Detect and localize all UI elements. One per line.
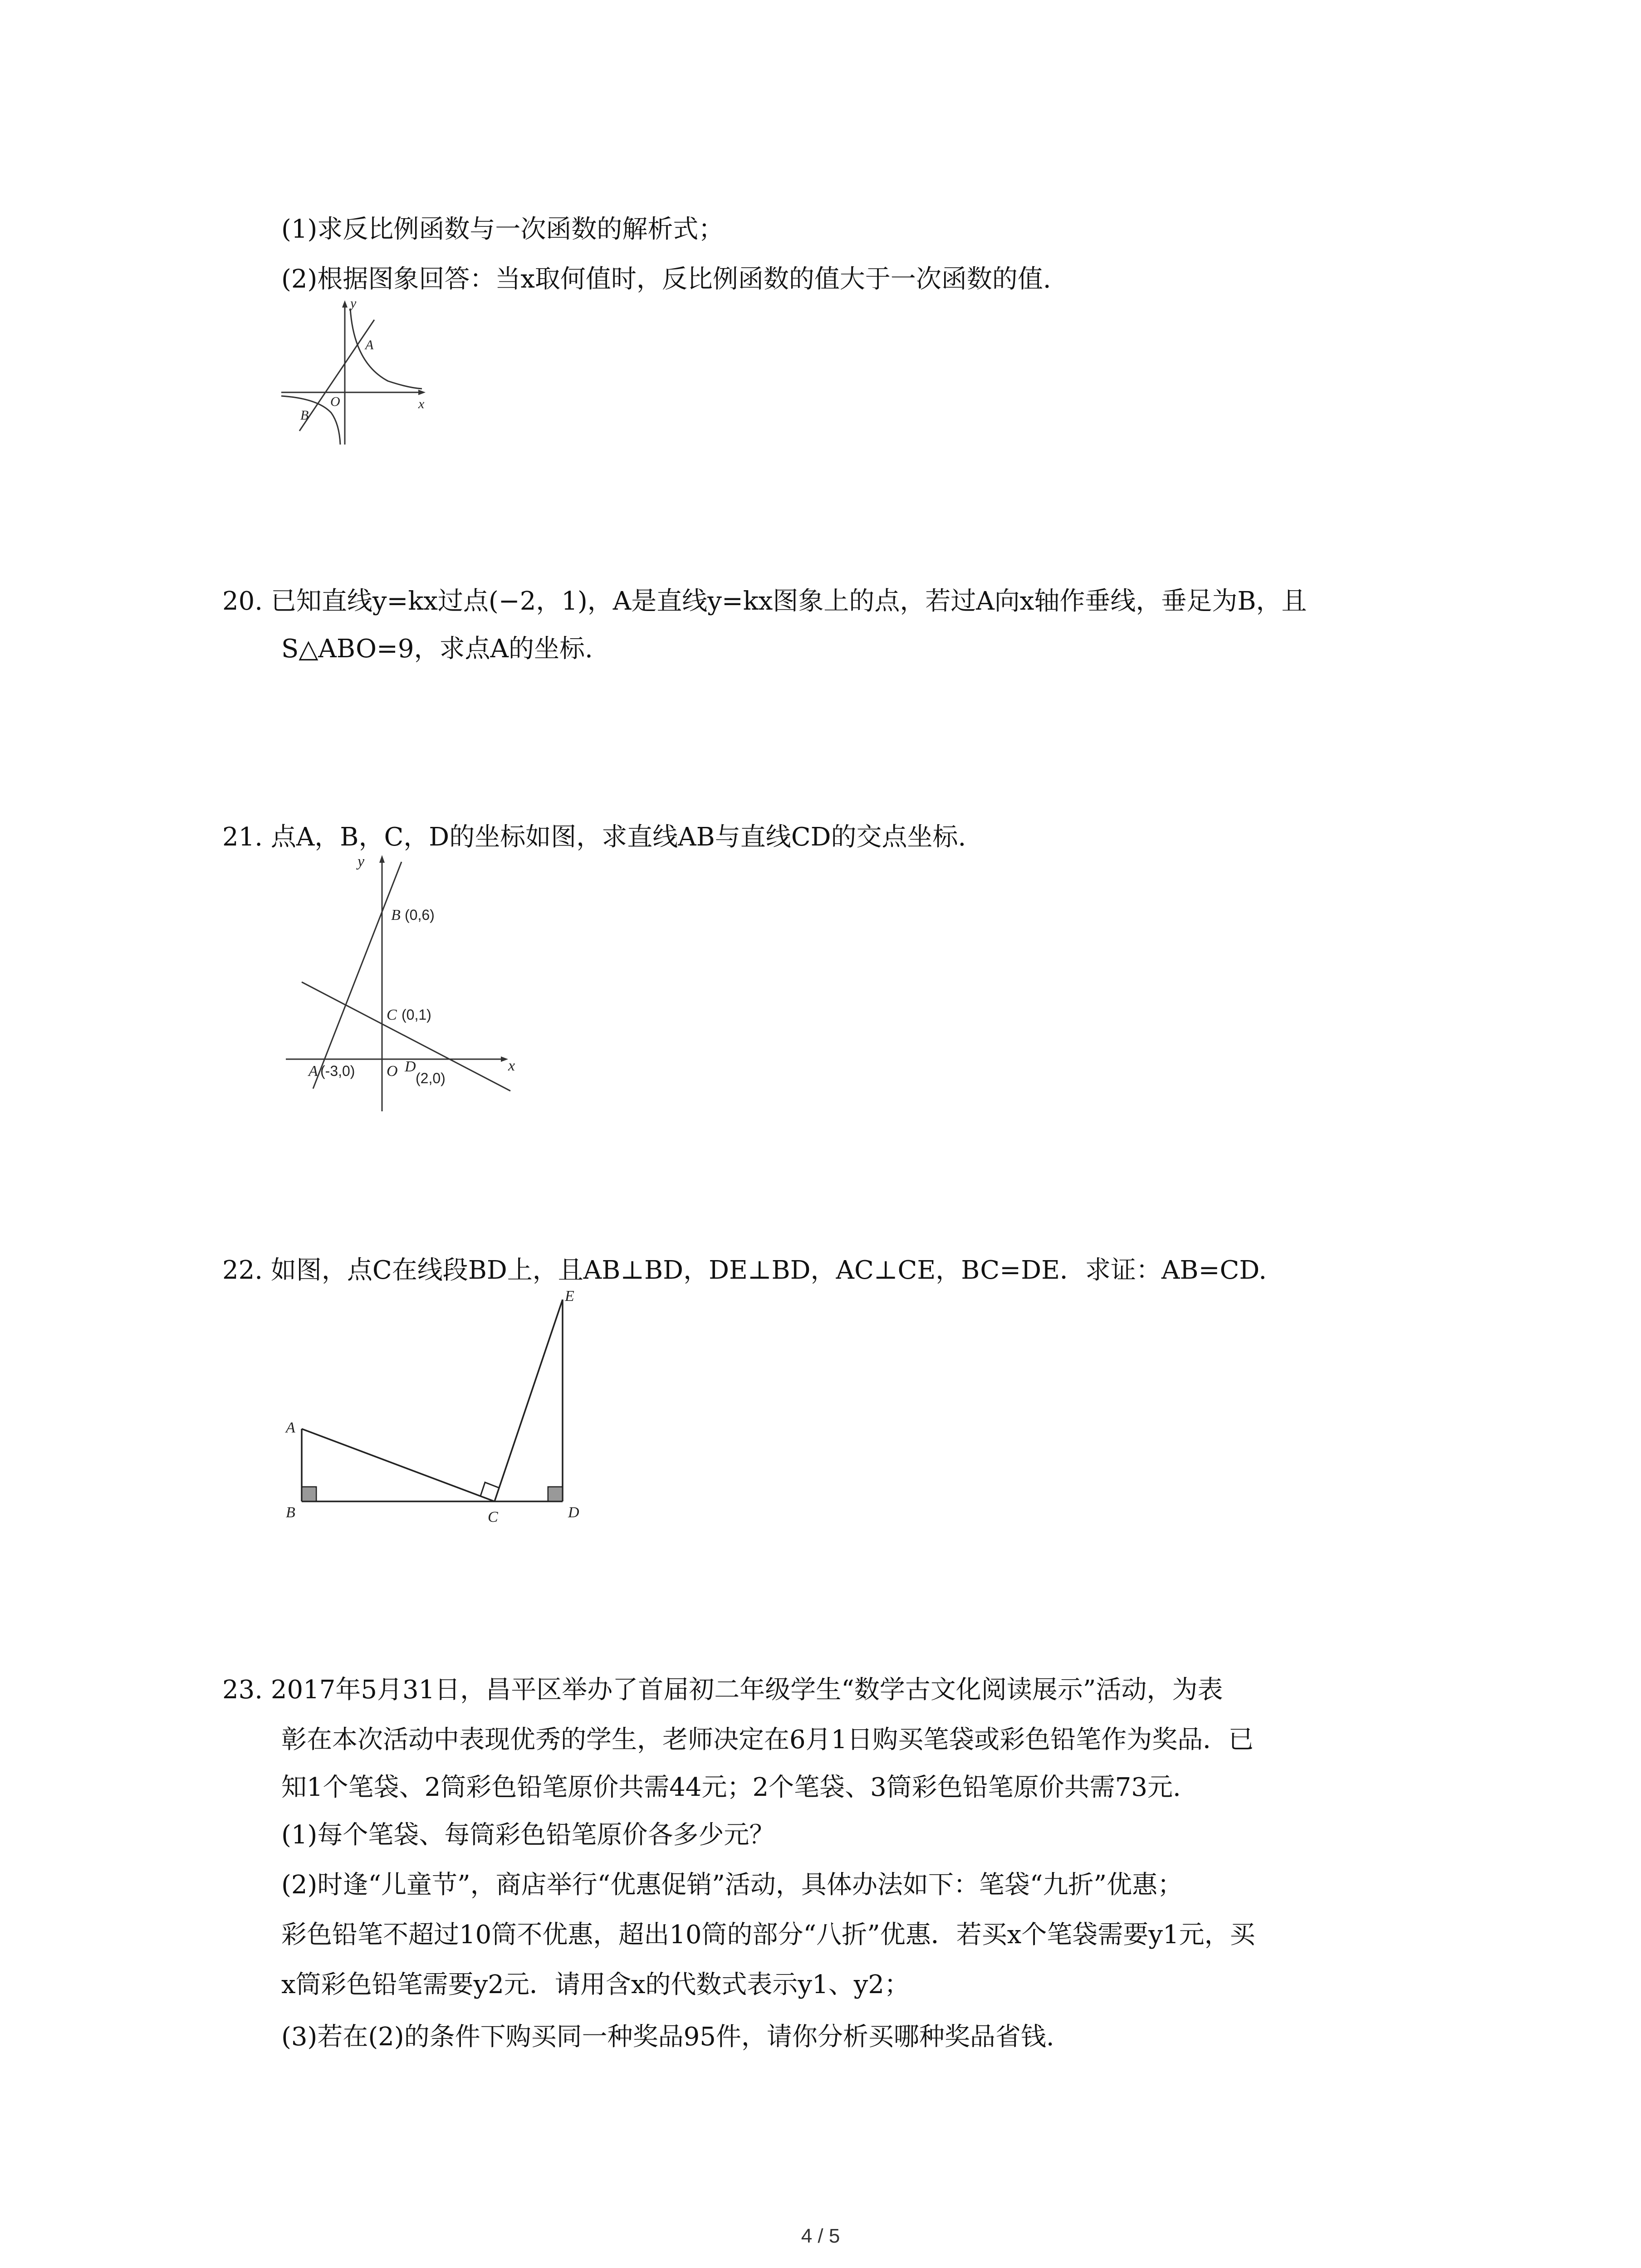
q20-line1: 20. 已知直线y=kx过点(−2，1)，A是直线y=kx图象上的点，若过A向x轴作垂线，垂足为B，且 xyxy=(222,587,1307,616)
y-axis-arrow xyxy=(379,855,385,863)
origin-label: O xyxy=(330,394,340,409)
segment-ce xyxy=(495,1300,563,1501)
point-b-label: B xyxy=(300,408,309,423)
q21-line1: 21. 点A，B，C，D的坐标如图，求直线AB与直线CD的交点坐标. xyxy=(222,822,966,852)
point-a-label: A xyxy=(309,1063,318,1080)
q23-line8: (3)若在(2)的条件下购买同一种奖品95件，请你分析买哪种奖品省钱. xyxy=(281,2022,1054,2052)
linear-function-line xyxy=(299,320,374,431)
x-axis-label: x xyxy=(508,1057,515,1074)
y-axis-arrow xyxy=(342,300,348,308)
point-a-label: A xyxy=(365,337,374,352)
x-axis-label: x xyxy=(418,396,425,411)
point-d-label: D xyxy=(568,1504,579,1521)
q23-line1: 23. 2017年5月31日，昌平区举办了首届初二年级学生“数学古文化阅读展示”活动，为表 xyxy=(222,1675,1223,1705)
q23-line3: 知1个笔袋、2筒彩色铅笔原价共需44元；2个笔袋、3筒彩色铅笔原价共需73元. xyxy=(281,1773,1181,1802)
q19-part1: (1)求反比例函数与一次函数的解析式； xyxy=(281,215,724,244)
right-angle-b-fill xyxy=(303,1488,315,1501)
point-b-coord: (0,6) xyxy=(405,907,435,923)
q23-line2: 彰在本次活动中表现优秀的学生，老师决定在6月1日购买笔袋或彩色铅笔作为奖品．已 xyxy=(281,1725,1254,1755)
q23-line5: (2)时逢“儿童节”，商店举行“优惠促销”活动，具体办法如下：笔袋“九折”优惠； xyxy=(281,1870,1183,1900)
point-a-coord: (-3,0) xyxy=(320,1063,355,1079)
point-d-label: D xyxy=(405,1058,416,1075)
q19-part2: (2)根据图象回答：当x取何值时，反比例函数的值大于一次函数的值. xyxy=(281,264,1051,294)
point-c-label: C xyxy=(387,1007,397,1023)
point-b-label: B xyxy=(391,907,401,924)
point-c-coord: (0,1) xyxy=(402,1007,431,1023)
q22-figure xyxy=(272,1288,617,1542)
q22-line1: 22. 如图，点C在线段BD上，且AB⊥BD，DE⊥BD，AC⊥CE，BC=DE．求证：AB=CD. xyxy=(222,1256,1267,1285)
y-axis-label: y xyxy=(350,296,357,311)
q23-line4: (1)每个笔袋、每筒彩色铅笔原价各多少元？ xyxy=(281,1820,775,1850)
q23-line6: 彩色铅笔不超过10筒不优惠，超出10筒的部分“八折”优惠．若买x个笔袋需要y1元，买 xyxy=(281,1920,1255,1950)
point-a-label: A xyxy=(286,1419,295,1436)
page-number: 4 / 5 xyxy=(801,2225,840,2247)
q19-figure xyxy=(272,295,454,449)
segment-ac xyxy=(302,1429,495,1501)
x-axis-arrow xyxy=(418,390,426,395)
point-e-label: E xyxy=(565,1288,574,1305)
point-d-coord: (2,0) xyxy=(416,1070,446,1086)
x-axis-arrow xyxy=(501,1056,508,1062)
q23-line7: x筒彩色铅笔需要y2元．请用含x的代数式表示y1、y2； xyxy=(281,1970,910,1999)
q21-figure xyxy=(281,853,535,1125)
point-b-label: B xyxy=(286,1504,295,1521)
q20-line2: S△ABO=9，求点A的坐标. xyxy=(281,634,593,664)
hyperbola-branch-1 xyxy=(350,308,422,389)
y-axis-label: y xyxy=(358,853,365,870)
point-c-label: C xyxy=(488,1509,498,1525)
origin-label: O xyxy=(387,1063,398,1080)
right-angle-d-fill xyxy=(549,1488,562,1501)
line-ab xyxy=(313,862,402,1089)
